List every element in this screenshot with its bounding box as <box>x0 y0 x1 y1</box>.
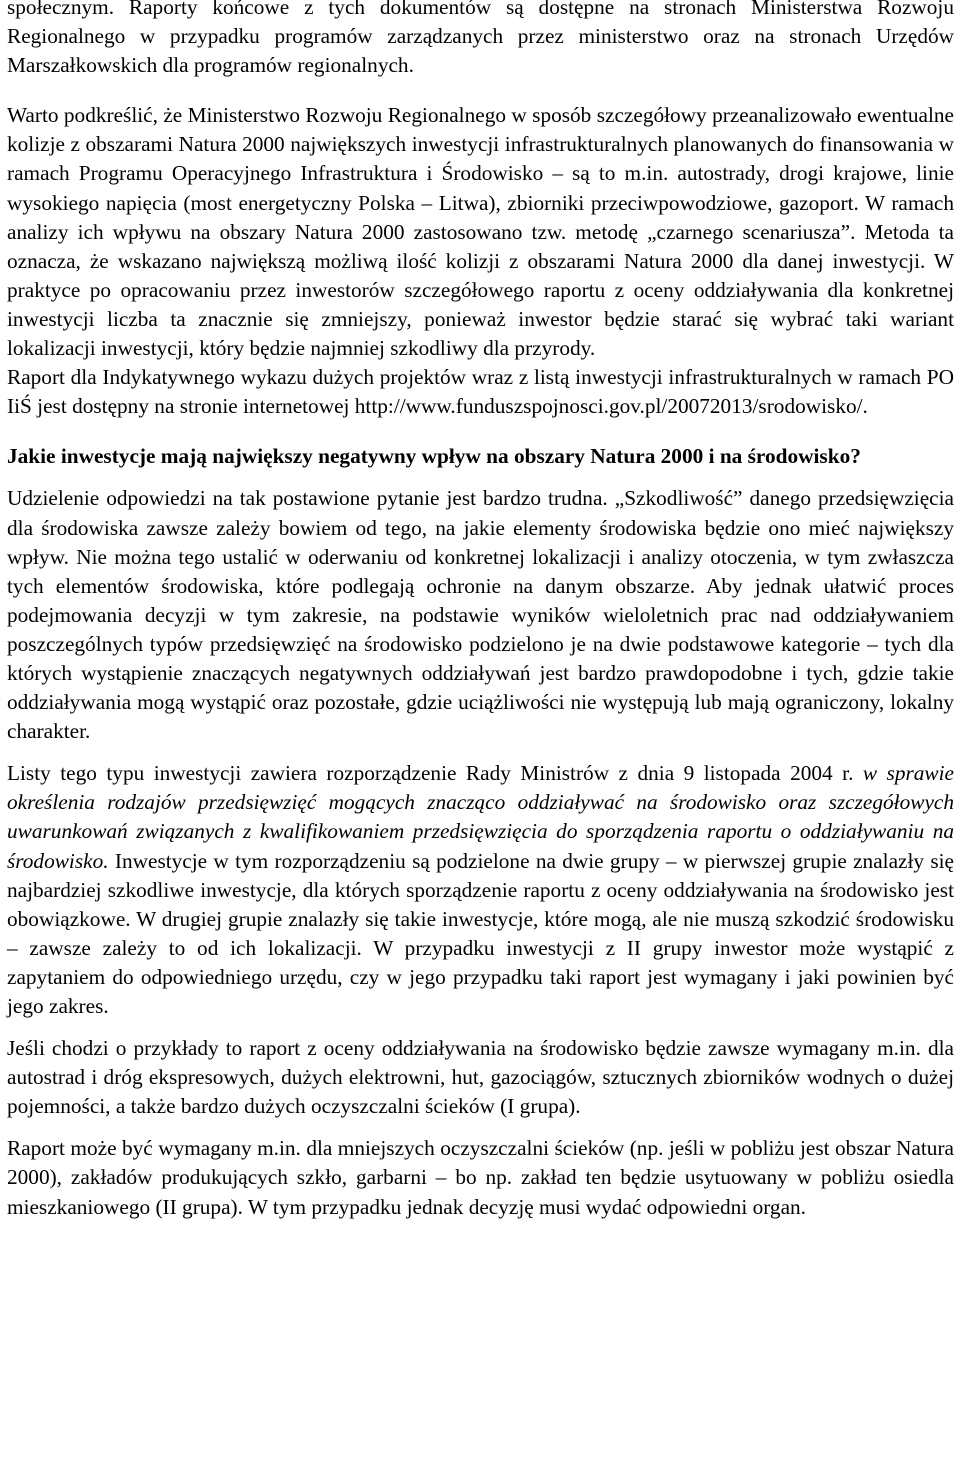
paragraph-group-two-examples: Raport może być wymagany m.in. dla mniejszych oczyszczalni ścieków (np. jeśli w pobliżu jest obszar Natura 2000), zakładów produkujących szkło, garbarni – bo np. zakład ten będzie usytuowany w pobliżu osiedla mieszkaniowego (II grupa). W tym przypadku jednak decyzję musi wydać odpowiedni organ. <box>7 1136 954 1219</box>
regulation-title: w sprawie określenia rodzajów przedsięwzięć mogących znacząco oddziaływać na środowisko oraz szczegółowych uwarunkowań związanych z kwalifikowaniem przedsięwzięcia do sporządzenia raportu o oddziaływaniu na środowisko. <box>7 761 954 873</box>
paragraph-harmfulness: Udzielenie odpowiedzi na tak postawione pytanie jest bardzo trudna. „Szkodliwość” danego przedsięwzięcia dla środowiska zawsze zależy bowiem od tego, na jakie elementy środowiska będzie ono mieć największy wpływ. Nie można tego ustalić w oderwaniu od konkretnej lokalizacji i analizy otoczenia, w tym zwłaszcza tych elementów środowiska, które podlegają ochronie na danym obszarze. Aby jednak ułatwić proces podejmowania decyzji w tym zakresie, na podstawie wyników wieloletnich prac nad oddziaływaniem poszczególnych typów przedsięwzięć na środowisko podzielono je na dwie podstawowe kategorie – tych dla których wystąpienie znaczących negatywnych oddziaływań jest bardzo prawdopodobne i tych, gdzie takie oddziaływania mogą wystąpić oraz pozostałe, gdzie uciążliwości nie występują lub mają ograniczony, lokalny charakter. <box>7 486 954 744</box>
paragraph-ministry-analysis: Warto podkreślić, że Ministerstwo Rozwoju Regionalnego w sposób szczegółowy przeanalizowało ewentualne kolizje z obszarami Natura 2000 największych inwestycji infrastrukturalnych planowanych do finansowania w ramach Programu Operacyjnego Infrastruktura i Środowisko – są to m.in. autostrady, drogi krajowe, linie wysokiego napięcia (most energetyczny Polska – Litwa), zbiorniki przeciwpowodziowe, gazoport. W ramach analizy ich wpływu na obszary Natura 2000 zastosowano tzw. metodę „czarnego scenariusza”. Metoda ta oznacza, że wskazano największą możliwą ilość kolizji z obszarami Natura 2000 dla danej inwestycji. W praktyce po opracowaniu przez inwestorów szczegółowego raportu z oceny oddziaływania dla konkretnej inwestycji liczba ta znacznie się zmniejszy, ponieważ inwestor będzie starać się wybrać taki wariant lokalizacji inwestycji, który będzie najmniej szkodliwy dla przyrody. <box>7 103 954 361</box>
regulation-intro: Listy tego typu inwestycji zawiera rozporządzenie Rady Ministrów z dnia 9 listopada 2004 r. <box>7 761 854 786</box>
paragraph-group-one-examples: Jeśli chodzi o przykłady to raport z oceny oddziaływania na środowisko będzie zawsze wymagany m.in. dla autostrad i dróg ekspresowych, dużych elektrowni, hut, gazociągów, sztucznych zbiorników wodnych o dużej pojemności, a także bardzo dużych oczyszczalni ścieków (I grupa). <box>7 1036 954 1119</box>
regulation-details: Inwestycje w tym rozporządzeniu są podzielone na dwie grupy – w pierwszej grupie znalazły się najbardziej szkodliwe inwestycje, dla których sporządzenie raportu z oceny oddziaływania na środowisko jest obowiązkowe. W drugiej grupie znalazły się takie inwestycje, które mogą, ale nie muszą szkodzić środowisku – zawsze zależy to od ich lokalizacji. W przypadku inwestycji z II grupy inwestor może wystąpić z zapytaniem do odpowiedniego urzędu, czy w jego przypadku taki raport jest wymagany i jaki powinien być jego zakres. <box>7 848 954 1018</box>
paragraph-report-link: Raport dla Indykatywnego wykazu dużych projektów wraz z listą inwestycji infrastrukturalnych w ramach PO IiŚ jest dostępny na stronie internetowej http://www.funduszspojnosci.gov.pl/20072013/srodowisko/. <box>7 365 954 419</box>
paragraph-reports-availability: społecznym. Raporty końcowe z tych dokumentów są dostępne na stronach Ministerstwa Rozwoju Regionalnego w przypadku programów zarządzanych przez ministerstwo oraz na stronach Urzędów Marszałkowskich dla programów regionalnych. <box>7 0 954 78</box>
section-heading: Jakie inwestycje mają największy negatywny wpływ na obszary Natura 2000 i na środowisko? <box>7 444 861 469</box>
paragraph-regulation <box>7 759 954 1021</box>
